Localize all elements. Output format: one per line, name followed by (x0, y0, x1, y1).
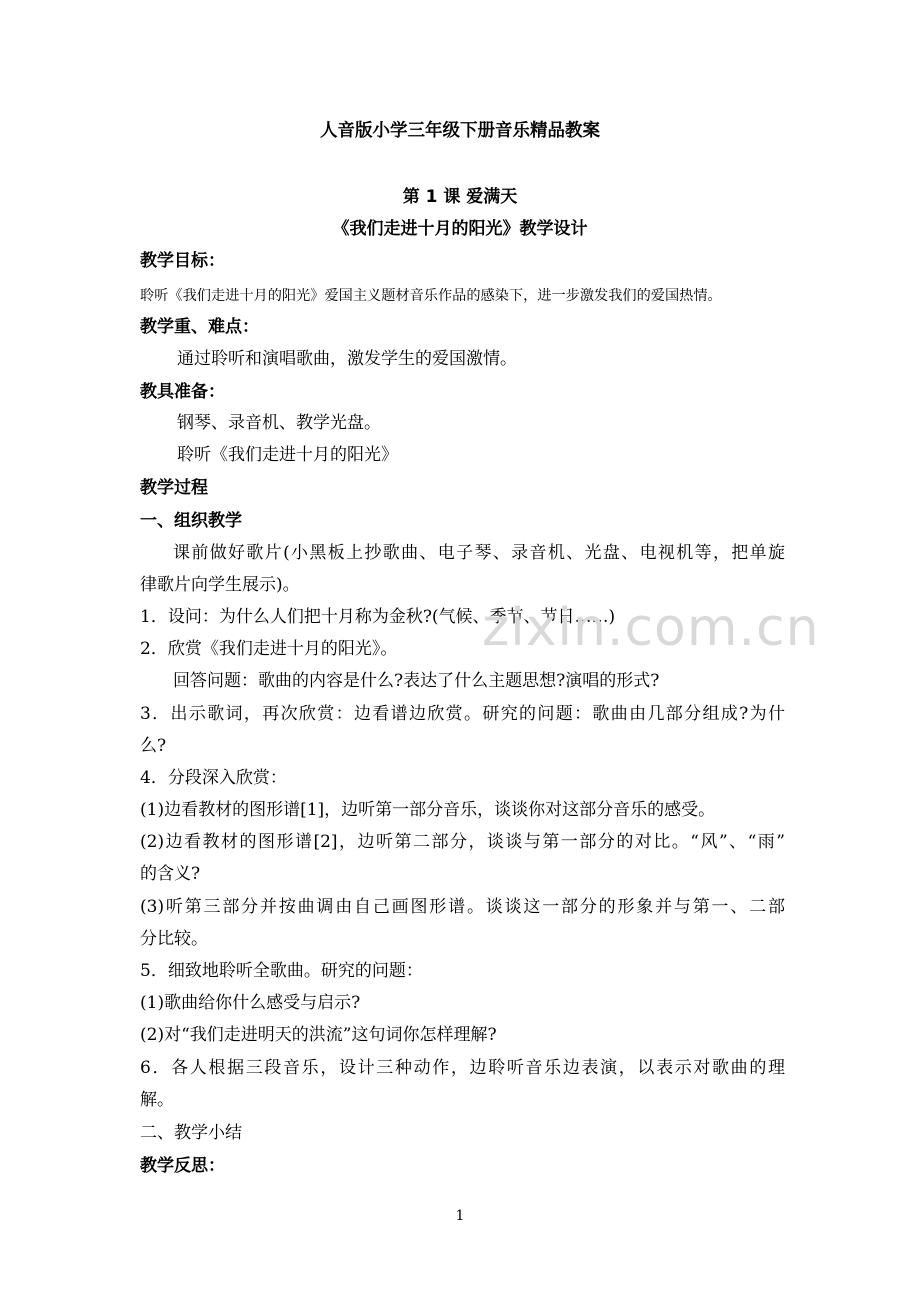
materials-item-2: 聆听《我们走进十月的阳光》 (177, 445, 398, 465)
paragraph-1-line-2: 律歌片向学生展示)。 (140, 575, 300, 595)
document-title: 人音版小学三年级下册音乐精品教案 (320, 121, 600, 141)
step-5-item-1: (1)歌曲给你什么感受与启示? (140, 993, 361, 1013)
materials-heading: 教具准备： (140, 382, 225, 402)
step-4-item-2-line-1: (2)边看教材的图形谱[2]，边听第二部分，谈谈与第一部分的对比。“风”、“雨” (140, 832, 785, 852)
section-1-heading: 一、组织教学 (140, 511, 242, 531)
step-4-item-3-line-2: 分比较。 (140, 929, 208, 949)
step-2-questions: 回答问题：歌曲的内容是什么?表达了什么主题思想?演唱的形式? (173, 671, 660, 691)
key-points-text: 通过聆听和演唱歌曲，激发学生的爱国激情。 (177, 349, 517, 369)
process-heading: 教学过程 (140, 478, 208, 498)
materials-item-1: 钢琴、录音机、教学光盘。 (177, 413, 381, 433)
step-4-item-3-line-1: (3)听第三部分并按曲调由自己画图形谱。谈谈这一部分的形象并与第一、二部 (140, 897, 785, 917)
section-2-heading: 二、教学小结 (140, 1123, 242, 1143)
goal-text: 聆听《我们走进十月的阳光》爱国主义题材音乐作品的感染下，进一步激发我们的爱国热情。 (140, 288, 722, 304)
step-6-line-1: 6．各人根据三段音乐，设计三种动作，边聆听音乐边表演，以表示对歌曲的理 (140, 1058, 785, 1078)
lesson-heading: 第 1 课 爱满天 (402, 187, 518, 207)
step-4-item-1: (1)边看教材的图形谱[1]，边听第一部分音乐，谈谈你对这部分音乐的感受。 (140, 800, 716, 820)
key-points-heading: 教学重、难点： (140, 317, 259, 337)
step-3-line-2: 么? (140, 736, 167, 756)
step-5: 5．细致地聆听全歌曲。研究的问题： (140, 961, 423, 981)
step-3-line-1: 3．出示歌词，再次欣赏：边看谱边欣赏。研究的问题：歌曲由几部分组成?为什 (140, 704, 785, 724)
lesson-subtitle: 《我们走进十月的阳光》教学设计 (332, 219, 588, 239)
step-4: 4．分段深入欣赏： (140, 768, 287, 788)
reflection-heading: 教学反思： (140, 1156, 225, 1176)
step-2: 2．欣赏《我们走进十月的阳光》。 (140, 639, 398, 659)
step-6-line-2: 解。 (140, 1090, 174, 1110)
step-5-item-2: (2)对“我们走进明天的洪流”这句词你怎样理解? (140, 1025, 497, 1045)
step-1: 1．设问：为什么人们把十月称为金秋?(气候、季节、节日……) (140, 607, 616, 627)
paragraph-1-line-1: 课前做好歌片(小黑板上抄歌曲、电子琴、录音机、光盘、电视机等，把单旋 (173, 543, 785, 563)
page-number: 1 (455, 1208, 465, 1224)
step-4-item-2-line-2: 的含义? (140, 864, 201, 884)
goal-heading: 教学目标： (140, 251, 225, 271)
watermark: zixin.com.cn (482, 598, 820, 658)
